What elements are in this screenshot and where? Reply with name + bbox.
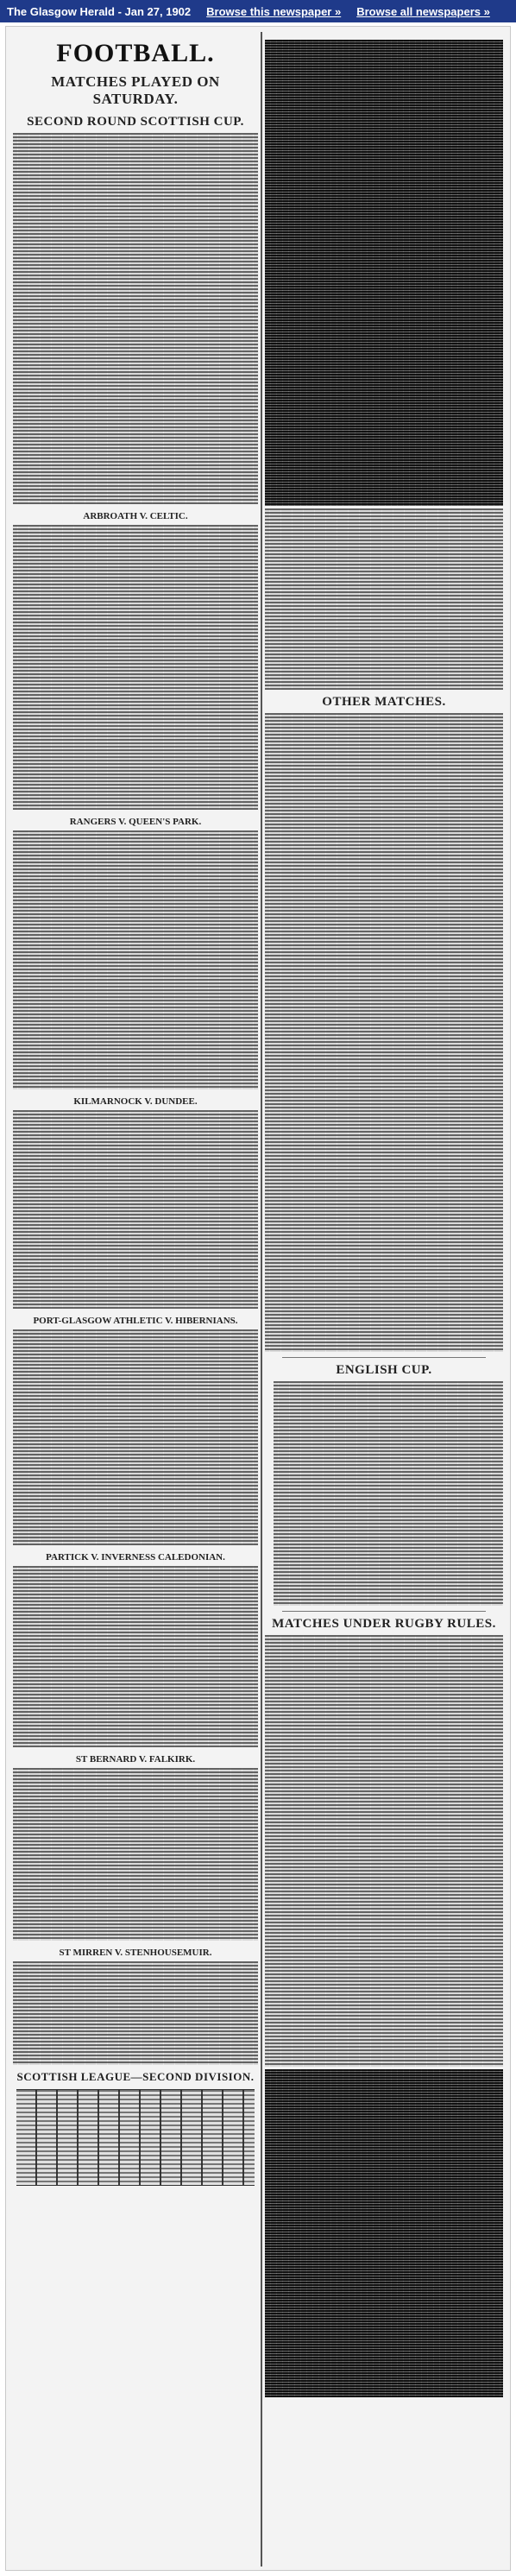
left-column: [13, 37, 258, 2562]
newspaper-nav-bar: [0, 0, 516, 22]
league-table-heading: SCOTTISH LEAGUE—SECOND DIVISION.: [16, 2070, 255, 2083]
browse-this-newspaper-link[interactable]: Browse this newspaper »: [206, 4, 342, 18]
league-table: [16, 2089, 255, 2186]
article-text-block: [265, 713, 503, 1352]
story-heading: PARTICK V. INVERNESS CALEDONIAN.: [46, 1552, 225, 1563]
article-text-block: [13, 133, 258, 504]
story-heading: ST BERNARD V. FALKIRK.: [75, 1754, 196, 1765]
article-text-block: [13, 525, 258, 810]
matches-played-subheadline: MATCHES PLAYED ON SATURDAY.: [51, 73, 220, 107]
article-text-block: [13, 1110, 258, 1309]
article-text-block: [265, 1635, 503, 2067]
story-heading: KILMARNOCK V. DUNDEE.: [73, 1096, 198, 1107]
english-cup-heading: ENGLISH CUP.: [336, 1363, 432, 1377]
article-text-block: [13, 1961, 258, 2065]
rugby-rules-heading: MATCHES UNDER RUGBY RULES.: [272, 1617, 496, 1631]
story-heading: ST MIRREN V. STENHOUSEMUIR.: [59, 1948, 212, 1958]
article-text-block: [13, 1329, 258, 1545]
browse-all-newspapers-link[interactable]: Browse all newspapers »: [356, 4, 490, 18]
story-heading: RANGERS V. QUEEN'S PARK.: [69, 817, 202, 827]
newspaper-title: The Glasgow Herald - Jan 27, 1902: [7, 4, 192, 18]
story-heading: PORT-GLASGOW ATHLETIC V. HIBERNIANS.: [33, 1316, 238, 1326]
section-divider: [282, 1357, 486, 1358]
section-divider: [282, 1611, 486, 1612]
football-headline: FOOTBALL.: [56, 39, 215, 67]
article-text-block: [265, 40, 503, 506]
story-heading: ARBROATH V. CELTIC.: [83, 511, 188, 521]
right-column: [265, 37, 503, 2562]
article-text-block: [265, 508, 503, 690]
newspaper-page-scan: [5, 26, 511, 2571]
article-text-block: [13, 830, 258, 1089]
scottish-cup-heading: SECOND ROUND SCOTTISH CUP.: [27, 115, 244, 129]
column-rule: [261, 32, 262, 2567]
article-text-block: [13, 1768, 258, 1941]
article-text-block: [265, 2069, 503, 2397]
article-text-block: [13, 1566, 258, 1747]
other-matches-heading: OTHER MATCHES.: [322, 695, 446, 709]
results-list-block: [274, 1381, 503, 1606]
